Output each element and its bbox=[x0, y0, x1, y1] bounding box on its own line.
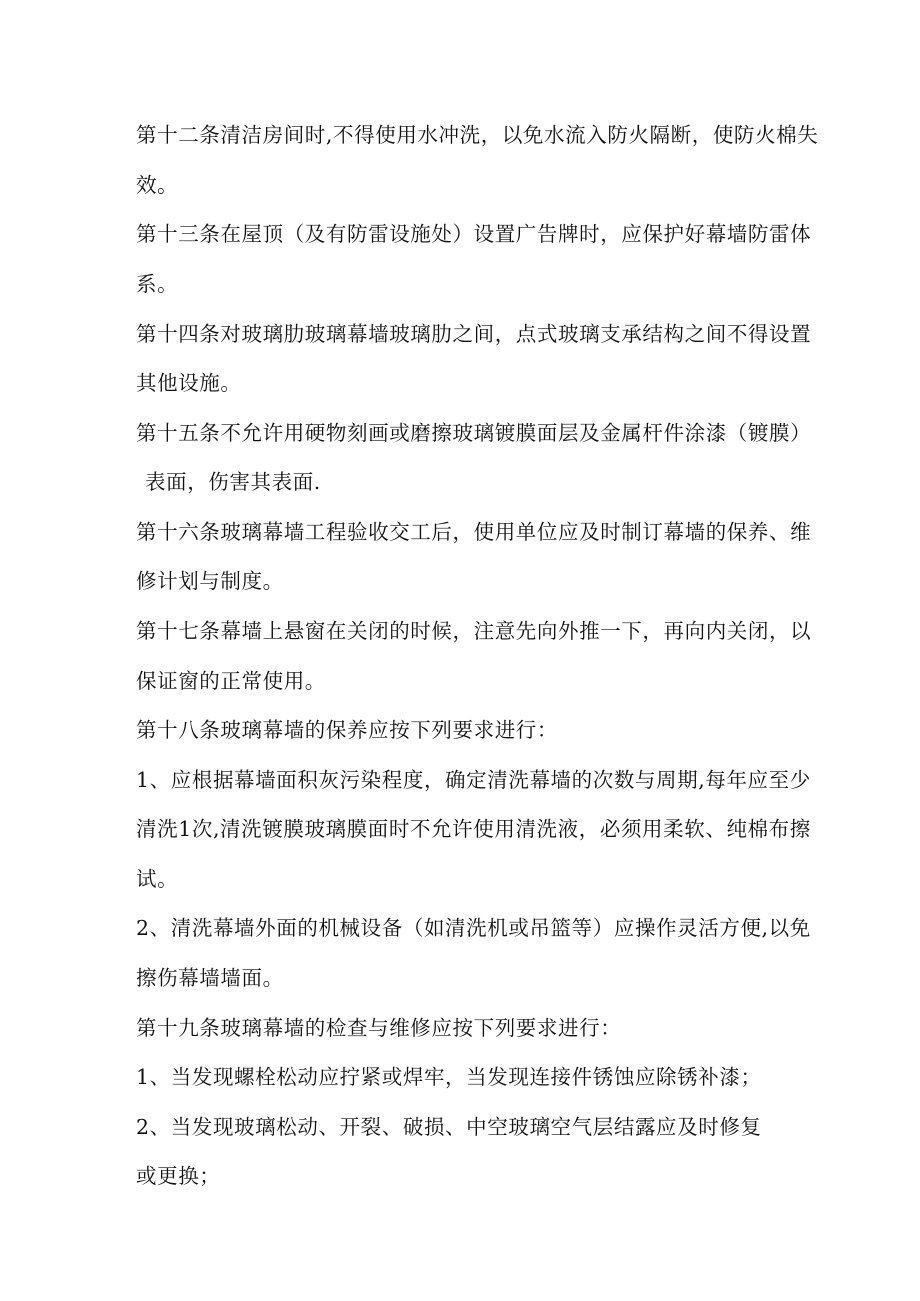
text-line: 修计划与制度。 bbox=[136, 569, 284, 593]
text-line: 试。 bbox=[136, 867, 179, 891]
text-line: 第十六条玻璃幕墙工程验收交工后，使用单位应及时制订幕墙的保养、维 bbox=[136, 520, 812, 544]
text-line: 第十三条在屋顶（及有防雷设施处）设置广告牌时，应保护好幕墙防雷体 bbox=[136, 222, 812, 246]
text-line: 效。 bbox=[136, 173, 179, 197]
text-line: 表面，伤害其表面. bbox=[145, 470, 321, 494]
text-line: 2、当发现玻璃松动、开裂、破损、中空玻璃空气层结露应及时修复 bbox=[136, 1115, 762, 1139]
text-line: 2、清洗幕墙外面的机械设备（如清洗机或吊篮等）应操作灵活方便,以免 bbox=[136, 916, 811, 940]
text-line: 第十八条玻璃幕墙的保养应按下列要求进行： bbox=[136, 718, 558, 742]
text-line: 或更换； bbox=[136, 1164, 221, 1188]
text-line: 1、当发现螺栓松动应拧紧或焊牢，当发现连接件锈蚀应除锈补漆； bbox=[136, 1065, 762, 1089]
text-line: 第十七条幕墙上悬窗在关闭的时候，注意先向外推一下，再向内关闭，以 bbox=[136, 619, 812, 643]
text-line: 1、应根据幕墙面积灰污染程度，确定清洗幕墙的次数与周期,每年应至少 bbox=[136, 768, 811, 792]
text-line: 系。 bbox=[136, 272, 179, 296]
text-line: 第十五条不允许用硬物刻画或磨擦玻璃镀膜面层及金属杆件涂漆（镀膜） bbox=[136, 421, 812, 445]
text-line: 擦伤幕墙墙面。 bbox=[136, 966, 284, 990]
text-line: 保证窗的正常使用。 bbox=[136, 669, 326, 693]
text-line: 其他设施。 bbox=[136, 371, 242, 395]
text-line: 清洗1次,清洗镀膜玻璃膜面时不允许使用清洗液，必须用柔软、纯棉布擦 bbox=[136, 817, 811, 841]
text-line: 第十九条玻璃幕墙的检查与维修应按下列要求进行： bbox=[136, 1016, 622, 1040]
text-line: 第十四条对玻璃肋玻璃幕墙玻璃肋之间，点式玻璃支承结构之间不得设置 bbox=[136, 322, 812, 346]
text-line: 第十二条清洁房间时,不得使用水冲洗，以免水流入防火隔断，使防火棉失 bbox=[136, 123, 819, 147]
